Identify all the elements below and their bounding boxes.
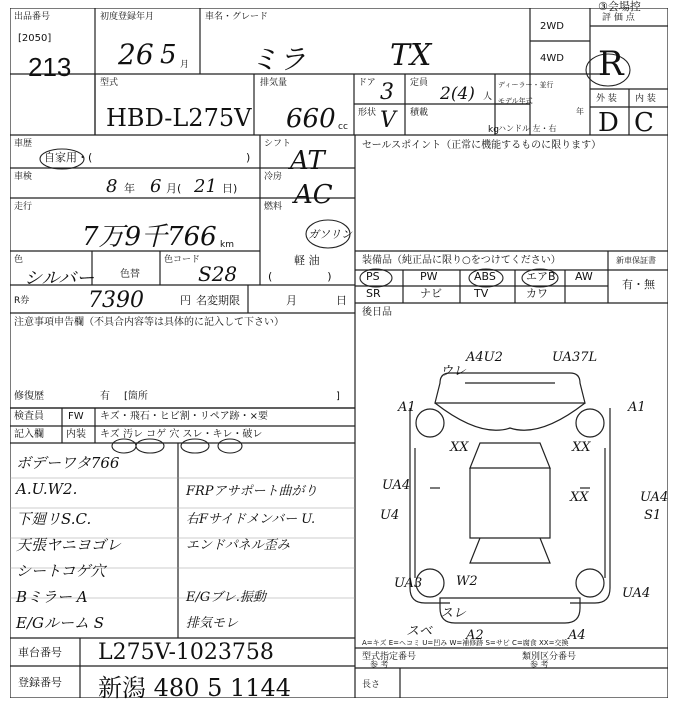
registration-value: 新潟 480 5 1144 bbox=[98, 674, 292, 702]
equipment-item: エアB bbox=[526, 270, 556, 283]
chassis-label: 車台番号 bbox=[18, 646, 62, 659]
dealer-label: ディーラー・並行 bbox=[498, 81, 554, 89]
damage-mark: XX bbox=[450, 440, 469, 455]
chassis-value: L275V-1023758 bbox=[98, 640, 274, 665]
lot-sub: [2050] bbox=[18, 33, 52, 44]
damage-mark: W2 bbox=[456, 574, 478, 589]
fuel-paren: ( ) bbox=[268, 270, 332, 283]
inspection-day-unit: 日) bbox=[222, 182, 238, 195]
repair-label: 修復歴 bbox=[14, 391, 44, 402]
damage-mark: UA3 bbox=[394, 576, 423, 591]
inspection-month: 6 bbox=[150, 176, 162, 197]
inspector-note: 天張ヤニヨゴレ bbox=[16, 536, 122, 554]
name-change-month: 月 bbox=[286, 294, 297, 307]
equipment-item: ABS bbox=[474, 270, 496, 283]
name-change-label: 名変期限 bbox=[196, 294, 240, 307]
model-designation-label: 型式指定番号 bbox=[362, 652, 417, 662]
recycle-label: R券 bbox=[14, 296, 30, 306]
name-label: 車名・グレード bbox=[205, 12, 269, 22]
damage-mark: A4U2 bbox=[466, 350, 503, 365]
capacity-unit: 人 bbox=[483, 92, 493, 102]
inspector-entry-label: 記入欄 bbox=[14, 429, 44, 440]
fuel-value: ガソリン bbox=[308, 228, 352, 241]
reg-year: 26 bbox=[118, 38, 154, 71]
damage-mark: XX bbox=[570, 490, 589, 505]
shift-label: シフト bbox=[264, 139, 292, 149]
inspector-note: Bミラー A bbox=[16, 588, 88, 606]
inspector-note: E/Gルーム S bbox=[16, 614, 105, 632]
model-label: 型式 bbox=[100, 78, 119, 88]
damage-mark: A2 bbox=[466, 628, 484, 643]
damage-mark: A4 bbox=[568, 628, 586, 643]
equipment-item: PS bbox=[366, 270, 380, 283]
mileage-label: 走行 bbox=[14, 202, 33, 212]
inspector-note: 排気モレ bbox=[186, 616, 239, 631]
damage-mark: A1 bbox=[398, 400, 416, 415]
inspector-note: 右Fサイドメンバー U. bbox=[186, 512, 316, 527]
damage-mark: UA4 bbox=[640, 490, 669, 505]
shape-label: 形状 bbox=[358, 108, 377, 118]
damage-mark: U4 bbox=[380, 508, 400, 523]
registration-label: 登録番号 bbox=[18, 676, 62, 689]
recycle-unit: 円 bbox=[180, 294, 191, 307]
handle-label: ハンドル 左・右 bbox=[498, 124, 557, 133]
damage-mark: UA4 bbox=[622, 586, 651, 601]
category-number-label: 類別区分番号 bbox=[522, 652, 577, 662]
history-label: 車歴 bbox=[14, 139, 33, 149]
sales-point-label: セールスポイント（正常に機能するものに限ります） bbox=[362, 140, 602, 151]
damage-mark: スベ bbox=[406, 624, 433, 639]
damage-mark: スレ bbox=[440, 606, 467, 621]
interior-label: 内 装 bbox=[635, 94, 656, 104]
doors-value: 3 bbox=[380, 80, 394, 105]
recycle-value: 7390 bbox=[88, 288, 144, 313]
capacity-value: 2(4) bbox=[440, 84, 475, 104]
equipment-item: AW bbox=[575, 270, 593, 283]
history-value: 自家用・( bbox=[44, 151, 93, 164]
equipment-title: 装備品（純正品に限り○をつけてください） bbox=[362, 255, 561, 266]
color-tone-label: 色替 bbox=[120, 269, 140, 280]
repair-value: 有 bbox=[100, 391, 110, 402]
equipment-item: PW bbox=[420, 270, 438, 283]
color-value: シルバー bbox=[24, 268, 95, 289]
damage-mark: A1 bbox=[628, 400, 646, 415]
reg-label: 初度登録年月 bbox=[100, 12, 155, 22]
doors-label: ドア bbox=[358, 78, 376, 88]
color-label: 色 bbox=[14, 255, 24, 265]
inspector-note: ボデーワタ766 bbox=[16, 454, 120, 472]
damage-mark: UA37L bbox=[552, 350, 598, 365]
inspection-day: 21 bbox=[194, 176, 217, 197]
load-unit: kg bbox=[488, 125, 499, 135]
inspector-cat2: 内装 bbox=[66, 429, 86, 440]
inspector-note: A.U.W2. bbox=[16, 480, 78, 498]
score: R bbox=[598, 44, 624, 84]
inspector-note: FRPアサポート曲がり bbox=[186, 484, 318, 499]
damage-mark: UA4 bbox=[382, 478, 411, 493]
interior-grade: C bbox=[634, 108, 654, 138]
shape-value: V bbox=[380, 108, 396, 133]
length-label: 長さ bbox=[362, 680, 381, 690]
car-name: ミラ bbox=[250, 43, 307, 76]
displacement-unit: cc bbox=[338, 122, 348, 132]
venue-label: ③会場控 bbox=[598, 0, 641, 13]
fuel-label: 燃料 bbox=[264, 202, 283, 212]
exterior-grade: D bbox=[598, 108, 619, 138]
equipment-item: カワ bbox=[526, 287, 548, 300]
inspector-cat1-items: キズ・飛石・ヒビ割・リペア跡・×要 bbox=[100, 411, 268, 422]
score-label: 評 価 点 bbox=[602, 13, 635, 23]
inspector-note: エンドパネル歪み bbox=[186, 538, 290, 553]
new-car-value: 有・無 bbox=[622, 278, 655, 291]
model-year-label: モデル年式 bbox=[498, 97, 533, 105]
damage-legend: A=キズ E=ヘコミ U=凹み W=補修跡 S=サビ C=腐食 XX=交換 bbox=[362, 639, 569, 647]
inspector-cat1: FW bbox=[68, 411, 84, 422]
name-change-day: 日 bbox=[336, 294, 347, 307]
auction-sheet bbox=[10, 0, 669, 702]
shift-value: AT bbox=[290, 146, 325, 176]
aircon-label: 冷房 bbox=[264, 172, 283, 182]
load-label: 積載 bbox=[410, 108, 429, 118]
mileage-value: 7万9千766 bbox=[82, 222, 217, 252]
inspection-month-unit: 月( bbox=[166, 182, 182, 195]
inspector-label: 検査員 bbox=[14, 411, 44, 422]
model-year-unit: 年 bbox=[576, 107, 584, 116]
new-car-label: 新車保証書 bbox=[616, 256, 656, 265]
damage-mark: XX bbox=[572, 440, 591, 455]
model-value: HBD-L275V bbox=[106, 104, 252, 132]
exterior-label: 外 装 bbox=[596, 94, 617, 104]
notes-header: 注意事項申告欄（不具合内容等は具体的に記入して下さい） bbox=[14, 317, 284, 328]
damage-mark: ウレ bbox=[440, 364, 467, 379]
lot-label: 出品番号 bbox=[14, 12, 51, 22]
repair-open: [箇所 bbox=[124, 391, 148, 402]
inspection-year: 8 bbox=[106, 176, 118, 197]
equipment-item: ナビ bbox=[420, 287, 442, 300]
inspector-note: シートコゲ穴 bbox=[16, 562, 106, 580]
aircon-value: AC bbox=[294, 180, 333, 210]
equipment-item: TV bbox=[474, 287, 489, 300]
repair-close: ] bbox=[336, 391, 340, 402]
reg-month-unit: 月 bbox=[180, 60, 190, 70]
grade: TX bbox=[390, 38, 432, 73]
reg-month: 5 bbox=[160, 40, 177, 70]
reference-label-1: 参 考 bbox=[370, 660, 389, 669]
drive-4wd: 4WD bbox=[540, 53, 564, 64]
fuel-option: 軽 油 bbox=[294, 254, 320, 267]
inspection-year-unit: 年 bbox=[124, 182, 135, 195]
inspection-label: 車検 bbox=[14, 172, 33, 182]
drive-2wd: 2WD bbox=[540, 21, 564, 32]
reference-label-2: 参 考 bbox=[530, 660, 549, 669]
history-close: ) bbox=[246, 151, 251, 164]
color-code-value: S28 bbox=[198, 262, 238, 286]
color-code-label: 色コード bbox=[164, 255, 201, 265]
lot-number: 213 bbox=[28, 52, 72, 82]
inspector-note: E/Gブレ.振動 bbox=[186, 590, 266, 605]
inspector-note: 下廻リS.C. bbox=[16, 510, 92, 528]
inspector-cat2-items: キズ 汚レ コゲ 穴 スレ・キレ・破レ bbox=[100, 429, 263, 440]
mileage-unit: km bbox=[220, 240, 234, 250]
displacement-value: 660 bbox=[286, 104, 336, 134]
postfit-label: 後日品 bbox=[362, 307, 392, 318]
capacity-label: 定員 bbox=[410, 78, 429, 88]
displacement-label: 排気量 bbox=[260, 78, 288, 88]
equipment-item: SR bbox=[366, 287, 381, 300]
damage-mark: S1 bbox=[644, 508, 662, 523]
